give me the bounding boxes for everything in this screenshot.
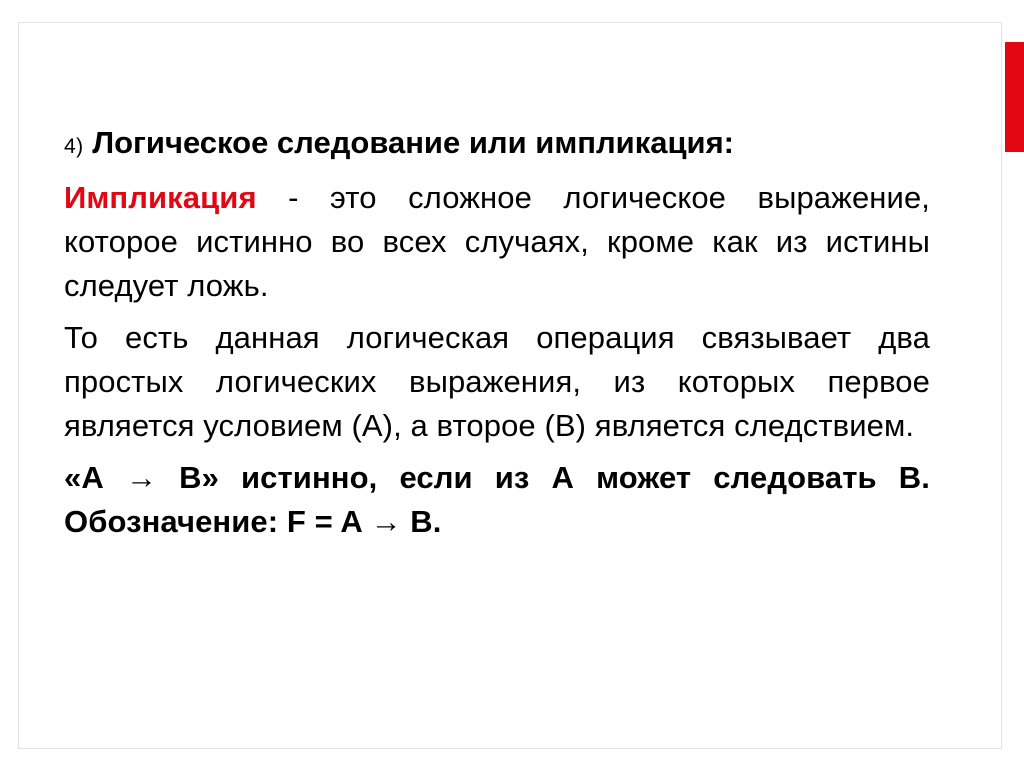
- rule-paragraph: «А → В» истинно, если из А может следовать В. Обозначение: F = A → B.: [64, 460, 930, 539]
- red-accent-bar: [1005, 42, 1024, 152]
- heading-number: 4): [64, 135, 84, 158]
- definition-text: - это сложное логическое выражение, которое истинно во всех случаях, кроме как из истины следует ложь.: [64, 180, 930, 303]
- definition-term: Импликация: [64, 180, 257, 215]
- definition-paragraph: [64, 176, 930, 308]
- slide-heading: [64, 121, 930, 169]
- slide-content: [64, 121, 930, 552]
- heading-title: Логическое следование или импликация:: [92, 125, 735, 160]
- explanation-paragraph: То есть данная логическая операция связывает два простых логических выражения, из которых первое является условием (А), а второе (В) является следствием.: [64, 320, 930, 443]
